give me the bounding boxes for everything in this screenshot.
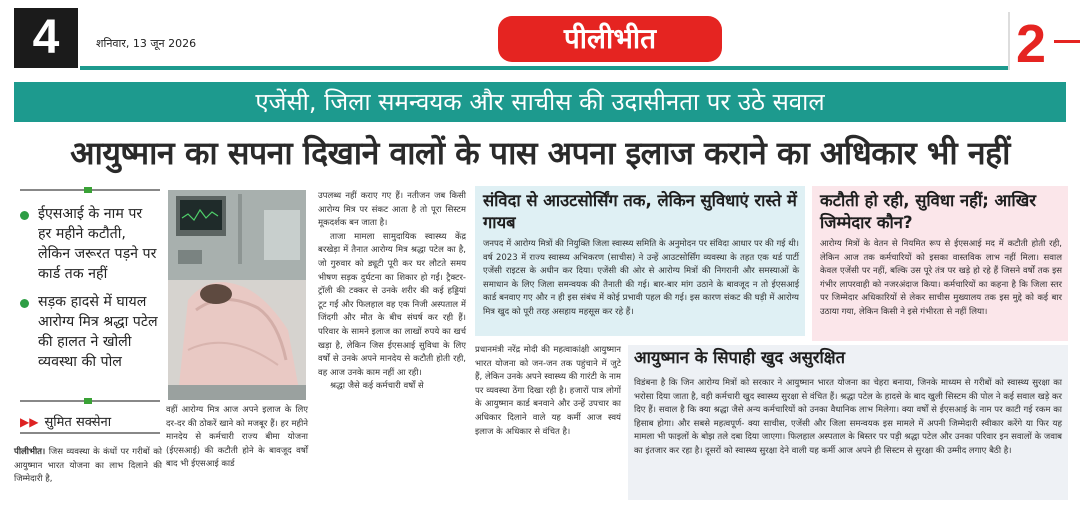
date-line: शनिवार, 13 जून 2026 <box>96 37 197 50</box>
divider-marker <box>84 187 92 193</box>
column-3-paragraph: उपलब्ध नहीं कराए गए हैं। नतीजन जब किसी आरोग्य मित्र पर संकट आता है तो पूरा सिस्टम मूकदर्शक बन जाता है। <box>318 191 466 229</box>
column-3-paragraph: श्रद्धा जैसे कई कर्मचारी वर्षों से <box>330 381 424 392</box>
byline <box>20 412 160 430</box>
intro-text: जिस व्यवस्था के कंधों पर गरीबों को आयुष्मान भारत योजना का लाभ दिलाने की जिम्मेदारी है, <box>14 447 162 485</box>
double-arrow-icon: ▶▶ <box>20 415 39 429</box>
box-title: आयुष्मान के सिपाही खुद असुरक्षित <box>634 348 845 367</box>
divider-marker <box>84 398 92 404</box>
logo-text: 2 <box>1016 14 1047 70</box>
bullet-1 <box>20 204 160 284</box>
bullet-2 <box>20 292 160 372</box>
header-rule <box>80 66 1080 70</box>
bullet-dot-icon <box>20 299 29 308</box>
city-section-label: पीलीभीत <box>498 16 722 62</box>
column-4-text: प्रधानमंत्री नरेंद्र मोदी की महत्वाकांक्षी आयुष्मान भारत योजना को जन-जन तक पहुंचाने में जुटे हैं, लेकिन उनके अपने स्वास्थ्य की गारंटी के नाम पर व्यवस्था ठेंगा दिखा रही है। हजारों पात्र लोगों के आयुष्मान कार्ड बनवाने और उन्हें उपचार का अधिकार दिलाने वाले यह कर्मी आज स्वयं इलाज के अधिकार से वंचित है। <box>475 345 621 437</box>
dateline: पीलीभीत। <box>14 447 46 457</box>
divider <box>20 432 160 434</box>
bullet-text: सड़क हादसे में घायल आरोग्य मित्र श्रद्धा पटेल की हालत ने खोली व्यवस्था की पोल <box>38 294 158 370</box>
column-3-text <box>318 190 466 394</box>
main-headline: आयुष्मान का सपना दिखाने वालों के पास अपना इलाज कराने का अधिकार भी नहीं <box>70 134 1010 172</box>
newspaper-logo <box>1008 12 1080 70</box>
bullet-text: ईएसआई के नाम पर हर महीने कटौती, लेकिन जरूरत पड़ने पर कार्ड तक नहीं <box>38 206 157 282</box>
page-number: 4 <box>14 8 78 68</box>
box-title: कटौती हो रही, सुविधा नहीं; आखिर जिम्मेदार कौन? <box>820 191 1036 232</box>
sidebar-box-contract <box>475 186 805 336</box>
column-2-text: वहीं आरोग्य मित्र आज अपने इलाज के लिए दर-दर की ठोकरें खाने को मजबूर हैं। हर महीने मानदेय से कर्मचारी राज्य बीमा योजना (ईएसआई) की कटौती होने के बावजूद वर्षों बाद भी ईएसआई कार्ड <box>166 405 308 470</box>
kicker-band: एजेंसी, जिला समन्वयक और साचीस की उदासीनता पर उठे सवाल <box>14 82 1066 122</box>
sidebar-box-insecure <box>628 345 1068 500</box>
box-title: संविदा से आउटसोर्सिंग तक, लेकिन सुविधाएं रास्ते में गायब <box>483 191 797 232</box>
bullet-dot-icon <box>20 211 29 220</box>
column-3-paragraph: ताजा मामला सामुदायिक स्वास्थ्य केंद्र बरखेड़ा में तैनात आरोग्य मित्र श्रद्धा पटेल का है, जो गुरुवार को ड्यूटी पूरी कर घर लौटते समय भीषण सड़क दुर्घटना का शिकार हो गईं। ट्रैक्टर-ट्रॉली की टक्कर से उनके शरीर की कई हड्डियां टूट गईं और फिलहाल वह एक निजी अस्पताल में जिंदगी और मौत के बीच संघर्ष कर रही हैं। परिवार के सामने इलाज का लाखों रुपये का खर्च खड़ा है, लेकिन जिस ईएसआई सुविधा के लिए वर्षों से उनके अपने मानदेय से कटौती होती रही, वह आज उनके काम नहीं आ रही। <box>318 231 466 378</box>
logo-mark-icon <box>1010 12 1080 70</box>
box-text: विडंबना है कि जिन आरोग्य मित्रों को सरकार ने आयुष्मान भारत योजना का चेहरा बनाया, जिनके माध्यम से गरीबों को स्वास्थ्य सुरक्षा का भरोसा दिया जाता है, वही कर्मचारी खुद स्वास्थ्य सुरक्षा से वंचित हैं। श्रद्धा पटेल के हादसे के बाद खुली सिस्टम की पोल ने कई सवाल खड़े कर दिए हैं। सवाल है कि क्या श्रद्धा जैसे अन्य कर्मचारियों को उनका वैधानिक लाभ मिलेगा। क्या वर्षों से ईएसआई के नाम पर काटी गई रकम का हिसाब होगा। और सबसे महत्वपूर्ण- क्या साचीस, एजेंसी और जिला समन्वयक इस मामले में अपनी जिम्मेदारी स्वीकार करेंगे या फिर यह मामला भी फाइलों के बोझ तले दबा दिया जाएगा। फिलहाल अस्पताल के बिस्तर पर पड़ी श्रद्धा पटेल और उनका परिवार इन सवालों के जवाब का इंतजार कर रहा है। दूसरों को स्वास्थ्य सुरक्षा देने वाली यह कर्मी आज अपने ही सिस्टम से सुरक्षा की उम्मीद लगाए बैठी है। <box>634 378 1062 456</box>
byline-name: सुमित सक्सेना <box>44 415 112 430</box>
sidebar-box-deduction <box>812 186 1068 341</box>
box-text: जनपद में आरोग्य मित्रों की नियुक्ति जिला स्वास्थ्य समिति के अनुमोदन पर संविदा आधार पर की गई थी। वर्ष 2023 में राज्य स्वास्थ्य अभिकरण (साचीस) ने उन्हें आउटसोर्सिंग व्यवस्था के तहत एक थर्ड पार्टी एजेंसी राइटस के अधीन कर दिया। एजेंसी की ओर से आरोग्य मित्रों की निगरानी और समस्याओं के समाधान के लिए जिला समन्वयक की तैनाती की गई। बार-बार मांग उठाने के बावजूद न तो ईएसआई कार्ड बनवाए गए और न ही इस संबंध में कोई प्रभावी पहल की गई। इस कारण संकट की घड़ी में आरोग्य मित्र खुद को पूरी तरह असहाय महसूस कर रहे हैं। <box>483 239 799 317</box>
box-text: आरोग्य मित्रों के वेतन से नियमित रूप से ईएसआई मद में कटौती होती रही, लेकिन आज तक कर्मचारियों को इसका वास्तविक लाभ नहीं मिला। सवाल केवल एजेंसी पर नहीं, बल्कि उस पूरे तंत्र पर खड़े हो रहे हैं जिसने वर्षों तक इस गंभीर लापरवाही को नजरअंदाज किया। कर्मचारियों का कहना है कि जिला स्तर पर जिम्मेदार अधिकारियों से लेकर साचीस मुख्यालय तक इस मुद्दे को कई बार उठाया गया, लेकिन किसी ने इसे गंभीरता से नहीं लिया। <box>820 239 1062 317</box>
intro-paragraph <box>14 446 162 487</box>
hospital-photo <box>168 190 306 400</box>
